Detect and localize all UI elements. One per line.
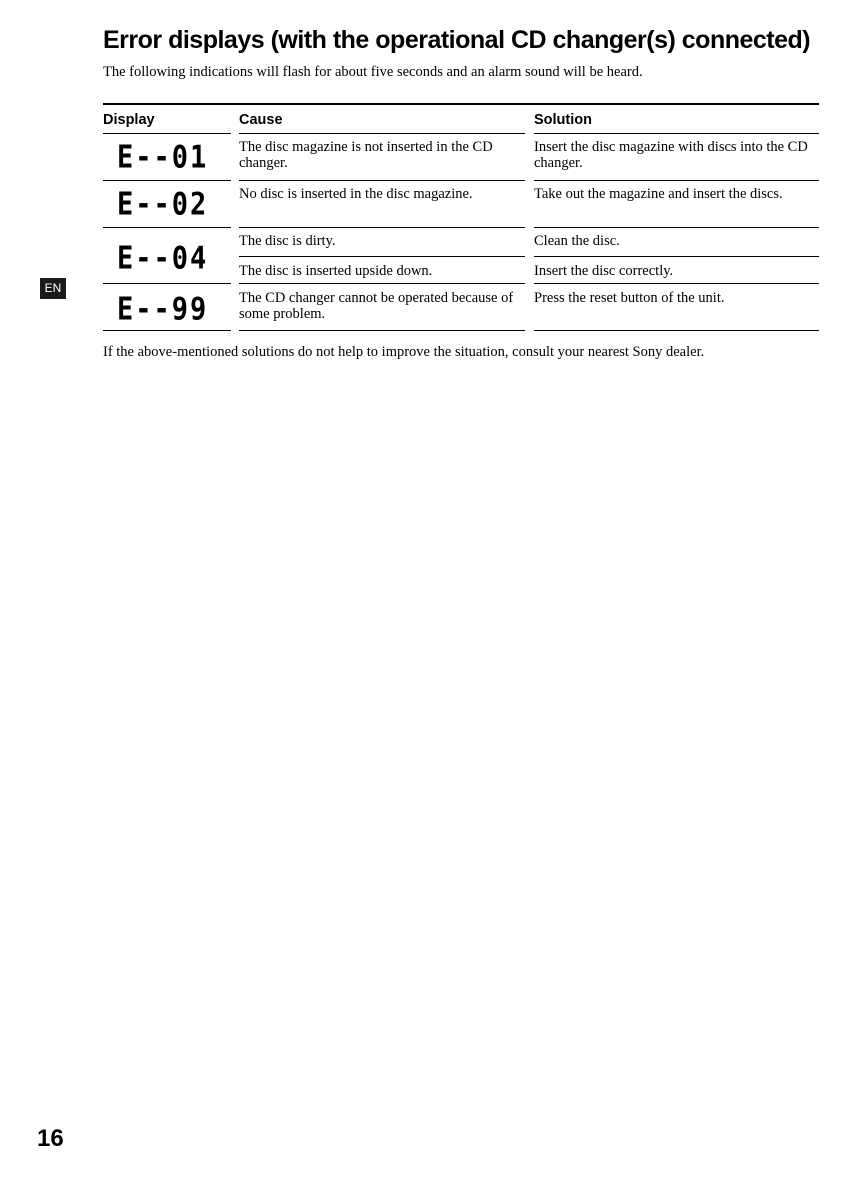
- divider: [103, 227, 231, 228]
- divider: [534, 283, 819, 284]
- table-cell-cause: The disc magazine is not inserted in the CD changer.: [239, 139, 493, 171]
- language-tab: EN: [40, 278, 66, 299]
- header-cause: Cause: [239, 112, 283, 128]
- error-code-display: E--02: [117, 187, 209, 223]
- divider: [103, 330, 231, 331]
- divider: [534, 330, 819, 331]
- table-cell-solution: Clean the disc.: [534, 233, 620, 249]
- table-cell-solution: Insert the disc magazine with discs into the CD changer.: [534, 139, 808, 171]
- footer-note: If the above-mentioned solutions do not help to improve the situation, consult your nearest Sony dealer.: [103, 344, 705, 360]
- header-display: Display: [103, 112, 155, 128]
- divider: [239, 133, 525, 134]
- divider: [239, 256, 525, 257]
- table-top-rule: [103, 103, 819, 105]
- divider: [239, 283, 525, 284]
- table-cell-cause: The disc is inserted upside down.: [239, 263, 433, 279]
- divider: [534, 180, 819, 181]
- divider: [534, 256, 819, 257]
- divider: [239, 227, 525, 228]
- table-cell-solution: Press the reset button of the unit.: [534, 290, 725, 306]
- divider: [103, 133, 231, 134]
- table-cell-cause: The CD changer cannot be operated because of some problem.: [239, 290, 514, 322]
- header-solution: Solution: [534, 112, 592, 128]
- page-title: Error displays (with the operational CD changer(s) connected): [103, 26, 811, 54]
- table-cell-solution: Insert the disc correctly.: [534, 263, 674, 279]
- table-cell-cause: The disc is dirty.: [239, 233, 336, 249]
- divider: [239, 330, 525, 331]
- divider: [239, 180, 525, 181]
- table-cell-cause: No disc is inserted in the disc magazine.: [239, 186, 473, 202]
- error-code-display: E--99: [117, 292, 209, 328]
- error-code-display: E--01: [117, 140, 209, 176]
- divider: [103, 283, 231, 284]
- page-number: 16: [37, 1125, 64, 1152]
- divider: [103, 180, 231, 181]
- table-cell-solution: Take out the magazine and insert the discs.: [534, 186, 783, 202]
- divider: [534, 133, 819, 134]
- divider: [534, 227, 819, 228]
- error-code-display: E--04: [117, 241, 209, 277]
- intro-text: The following indications will flash for about five seconds and an alarm sound will be heard.: [103, 64, 643, 80]
